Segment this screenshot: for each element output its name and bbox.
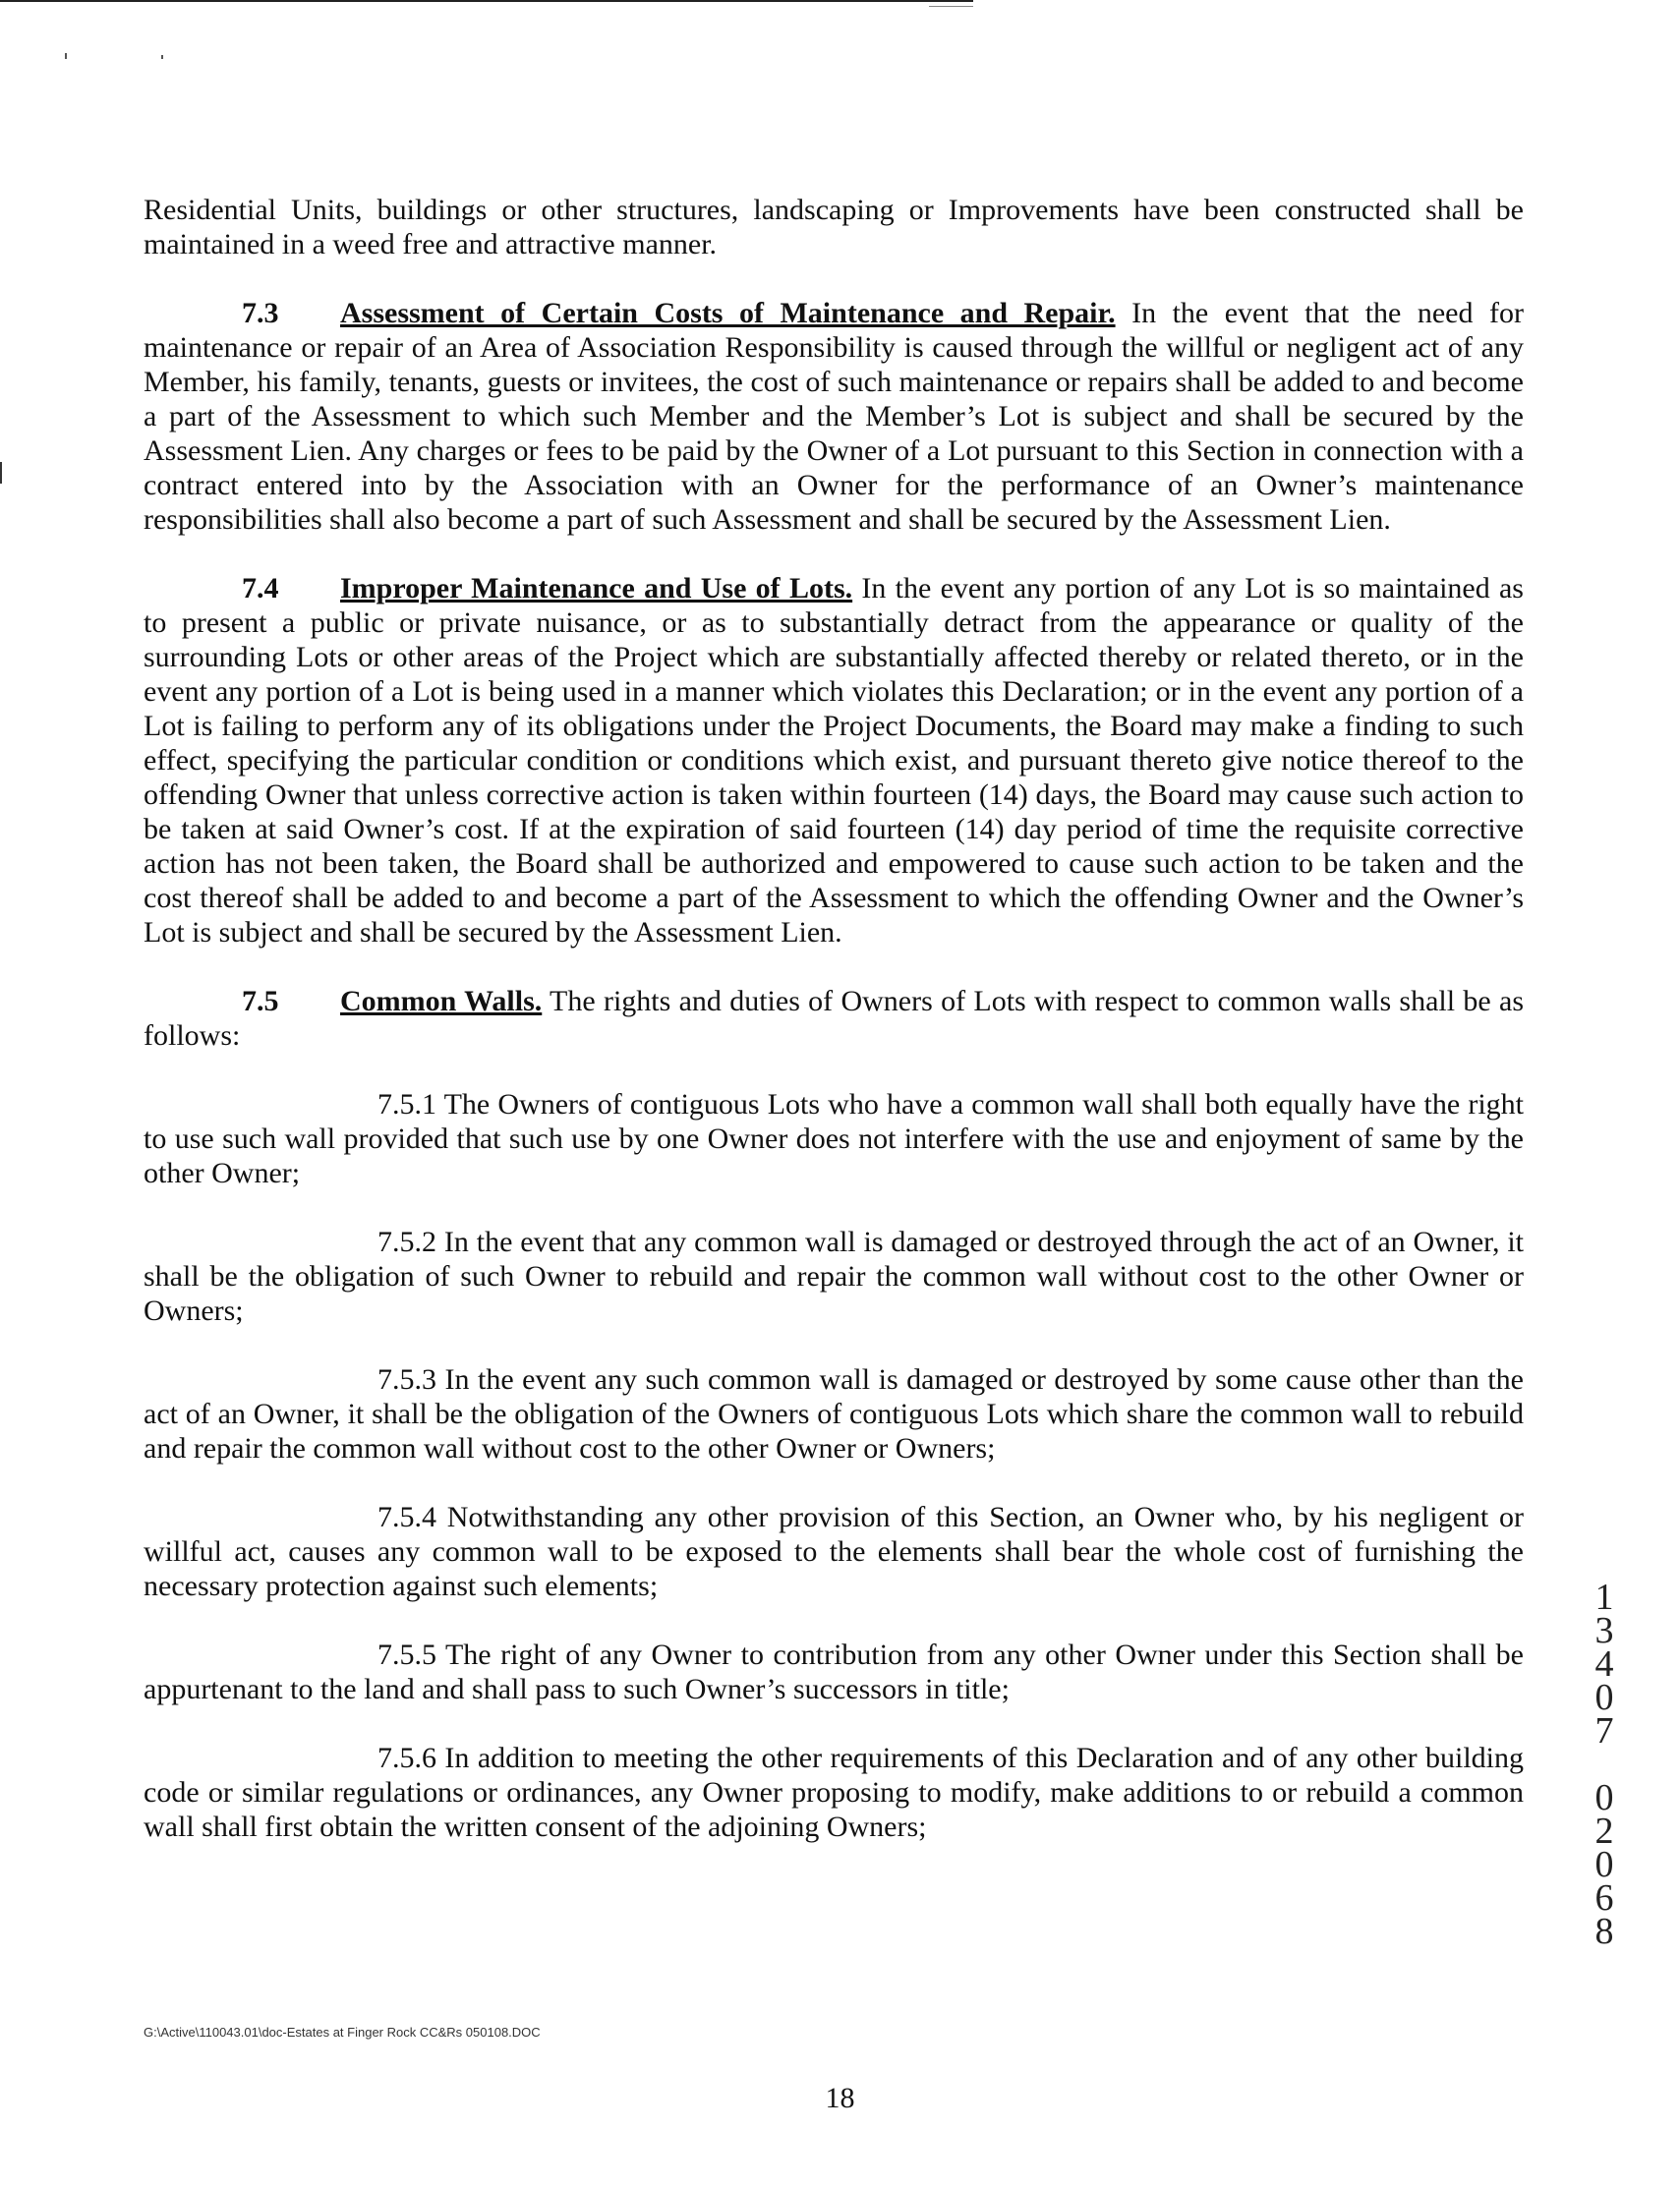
recording-stamp bbox=[1585, 1577, 1624, 1952]
stamp-digit: 7 bbox=[1594, 1710, 1614, 1752]
section-text: In the event that the need for maintenance or repair of an Area of Association Responsibility is caused through the willful or negligent act of any Member, his family, tenants, guests or invitees, the cost of such maintenance or repairs shall be added to and become a part of the Assessment to which such Member and the Member’s Lot is subject and shall be secured by the Assessment Lien. Any charges or fees to be paid by the Owner of a Lot pursuant to this Section in connection with a contract entered into by the Association with an Owner for the performance of an Owner’s maintenance responsibilities shall also become a part of such Assessment and shall be secured by the Assessment Lien. bbox=[144, 297, 1524, 536]
subsection-7-5-2: 7.5.2 In the event that any common wall is damaged or destroyed through the act of an Owner, it shall be the obligation of such Owner to rebuild and repair the common wall without cost to the other Owner or Owners; bbox=[144, 1226, 1524, 1327]
footer-file-path: G:\Active\110043.01\doc-Estates at Finger Rock CC&Rs 050108.DOC bbox=[144, 2025, 541, 2040]
top-scan-edge bbox=[0, 0, 973, 2]
stamp-gap bbox=[1585, 1748, 1624, 1781]
scan-specks bbox=[65, 53, 183, 63]
continuation-paragraph: Residential Units, buildings or other structures, landscaping or Improvements have been constructed shall be maintained in a weed free and attractive manner. bbox=[144, 194, 1524, 260]
stamp-digit: 2 bbox=[1594, 1811, 1614, 1852]
document-body bbox=[144, 193, 1524, 1844]
stamp-digit: 0 bbox=[1594, 1844, 1614, 1885]
subsection-7-5-5: 7.5.5 The right of any Owner to contribution from any other Owner under this Section shall be appurtenant to the land and shall pass to such Owner’s successors in title; bbox=[144, 1639, 1524, 1705]
page-number: 18 bbox=[825, 2082, 855, 2114]
stamp-digit: 6 bbox=[1594, 1877, 1614, 1919]
section-number: 7.5 bbox=[242, 985, 279, 1017]
section-number: 7.3 bbox=[242, 297, 279, 329]
section-heading: Improper Maintenance and Use of Lots. bbox=[340, 572, 853, 604]
section-7-5 bbox=[144, 984, 1524, 1053]
subsection-7-5-4: 7.5.4 Notwithstanding any other provision of this Section, an Owner who, by his negligent or willful act, causes any common wall to be exposed to the elements shall bear the whole cost of furnishing the necessary protection against such elements; bbox=[144, 1501, 1524, 1602]
top-scan-edge-fragment bbox=[929, 6, 973, 7]
stamp-digit: 0 bbox=[1594, 1677, 1614, 1718]
section-text: The rights and duties of Owners of Lots with respect to common walls shall be as follows: bbox=[144, 985, 1524, 1052]
section-7-3 bbox=[144, 296, 1524, 537]
section-heading: Assessment of Certain Costs of Maintenance and Repair. bbox=[340, 297, 1116, 329]
stamp-digit: 1 bbox=[1594, 1577, 1614, 1618]
section-number: 7.4 bbox=[242, 572, 279, 604]
stamp-digit: 3 bbox=[1594, 1610, 1614, 1651]
subsection-7-5-1: 7.5.1 The Owners of contiguous Lots who have a common wall shall both equally have the right to use such wall provided that such use by one Owner does not interfere with the use and enjoyment of same by the other Owner; bbox=[144, 1088, 1524, 1189]
subsection-7-5-3: 7.5.3 In the event any such common wall is damaged or destroyed by some cause other than the act of an Owner, it shall be the obligation of the Owners of contiguous Lots which share the common wall to rebuild and repair the common wall without cost to the other Owner or Owners; bbox=[144, 1363, 1524, 1465]
section-heading: Common Walls. bbox=[340, 985, 543, 1017]
section-text: In the event any portion of any Lot is so maintained as to present a public or private nuisance, or as to substantially detract from the appearance or quality of the surrounding Lots or other areas of the Project which are substantially affected thereby or related thereto, or in the event any portion of a Lot is being used in a manner which violates this Declaration; or in the event any portion of a Lot is failing to perform any of its obligations under the Project Documents, the Board may make a finding to such effect, specifying the particular condition or conditions which exist, and pursuant thereto give notice thereof to the offending Owner that unless corrective action is taken within fourteen (14) days, the Board may cause such action to be taken at said Owner’s cost. If at the expiration of said fourteen (14) day period of time the requisite corrective action has not been taken, the Board shall be authorized and empowered to cause such action to be taken and the cost thereof shall be added to and become a part of the Assessment to which the offending Owner and the Owner’s Lot is subject and shall be secured by the Assessment Lien. bbox=[144, 572, 1524, 949]
section-7-4 bbox=[144, 571, 1524, 950]
stamp-digit: 0 bbox=[1594, 1777, 1614, 1818]
stamp-digit: 4 bbox=[1594, 1643, 1614, 1685]
left-margin-mark bbox=[0, 462, 2, 484]
stamp-digit: 8 bbox=[1594, 1911, 1614, 1952]
subsection-7-5-6: 7.5.6 In addition to meeting the other requirements of this Declaration and of any other building code or similar regulations or ordinances, any Owner proposing to modify, make additions to or rebuild a common wall shall first obtain the written consent of the adjoining Owners; bbox=[144, 1742, 1524, 1843]
